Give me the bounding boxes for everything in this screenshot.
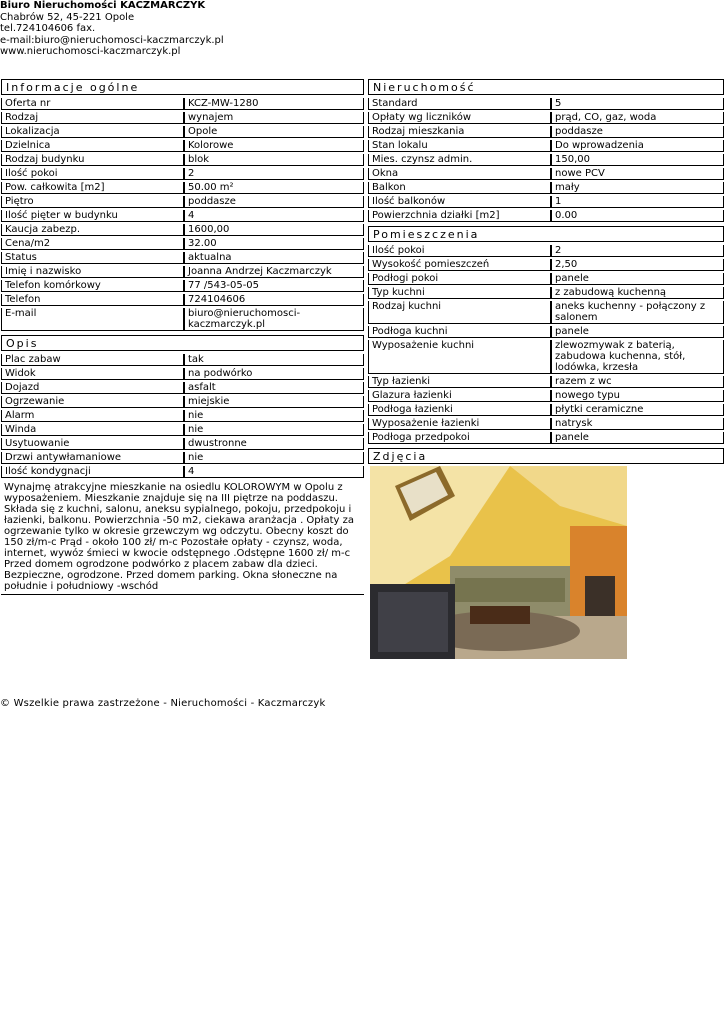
rooms-label: Podłoga kuchni [368, 326, 551, 338]
section-opis-title: Opis [1, 335, 364, 351]
property-row [368, 196, 724, 208]
rooms-value: nowego typu [551, 390, 724, 402]
rooms-value: razem z wc [551, 376, 724, 388]
opis-table [1, 352, 364, 480]
section-rooms-title: Pomieszczenia [368, 226, 724, 242]
general-value: 2 [184, 168, 364, 180]
opis-label: Winda [1, 424, 184, 436]
rooms-row [368, 404, 724, 416]
opis-label: Plac zabaw [1, 354, 184, 366]
property-value: prąd, CO, gaz, woda [551, 112, 724, 124]
property-value: mały [551, 182, 724, 194]
general-value: Kolorowe [184, 140, 364, 152]
general-row [1, 126, 364, 138]
rooms-row [368, 273, 724, 285]
rooms-row [368, 390, 724, 402]
opis-label: Dojazd [1, 382, 184, 394]
property-value: 1 [551, 196, 724, 208]
rooms-row [368, 376, 724, 388]
general-row [1, 294, 364, 306]
rooms-value: panele [551, 326, 724, 338]
general-row [1, 168, 364, 180]
property-label: Powierzchnia działki [m2] [368, 210, 551, 222]
opis-row [1, 438, 364, 450]
opis-row [1, 368, 364, 380]
opis-row [1, 424, 364, 436]
rooms-value: z zabudową kuchenną [551, 287, 724, 299]
section-general-title: Informacje ogólne [1, 79, 364, 95]
rooms-label: Ilość pokoi [368, 245, 551, 257]
rooms-row [368, 432, 724, 444]
general-value: blok [184, 154, 364, 166]
rooms-row [368, 287, 724, 299]
general-row [1, 196, 364, 208]
opis-value: na podwórko [184, 368, 364, 380]
property-table [368, 96, 724, 224]
opis-label: Drzwi antywłamaniowe [1, 452, 184, 464]
general-label: Kaucja zabezp. [1, 224, 184, 236]
general-label: Piętro [1, 196, 184, 208]
rooms-label: Glazura łazienki [368, 390, 551, 402]
opis-row [1, 354, 364, 366]
general-label: Dzielnica [1, 140, 184, 152]
general-value: Joanna Andrzej Kaczmarczyk [184, 266, 364, 278]
apartment-photo[interactable] [370, 466, 627, 659]
general-value: 32.00 [184, 238, 364, 250]
general-row [1, 112, 364, 124]
property-row [368, 210, 724, 222]
rooms-row [368, 301, 724, 324]
rooms-value: płytki ceramiczne [551, 404, 724, 416]
property-value: 150,00 [551, 154, 724, 166]
left-column [1, 79, 364, 595]
property-value: Do wprowadzenia [551, 140, 724, 152]
rooms-row [368, 245, 724, 257]
general-value: 1600,00 [184, 224, 364, 236]
general-value: poddasze [184, 196, 364, 208]
opis-value: nie [184, 410, 364, 422]
general-row [1, 210, 364, 222]
opis-label: Ogrzewanie [1, 396, 184, 408]
opis-label: Ilość kondygnacji [1, 466, 184, 478]
opis-row [1, 396, 364, 408]
rooms-value: 2 [551, 245, 724, 257]
opis-value: miejskie [184, 396, 364, 408]
opis-row [1, 452, 364, 464]
rooms-row [368, 326, 724, 338]
rooms-row [368, 340, 724, 374]
general-label: Lokalizacja [1, 126, 184, 138]
property-value: nowe PCV [551, 168, 724, 180]
property-label: Stan lokalu [368, 140, 551, 152]
general-label: Ilość pokoi [1, 168, 184, 180]
opis-value: tak [184, 354, 364, 366]
opis-value: dwustronne [184, 438, 364, 450]
rooms-value: panele [551, 273, 724, 285]
general-label: Imię i nazwisko [1, 266, 184, 278]
rooms-value: 2,50 [551, 259, 724, 271]
opis-row [1, 466, 364, 478]
general-label: Cena/m2 [1, 238, 184, 250]
rooms-label: Typ kuchni [368, 287, 551, 299]
property-label: Ilość balkonów [368, 196, 551, 208]
general-row [1, 280, 364, 292]
general-label: E-mail [1, 308, 184, 331]
property-row [368, 182, 724, 194]
rooms-value: zlewozmywak z baterią, zabudowa kuchenna, stół, lodówka, krzesła [551, 340, 724, 374]
general-value: 50.00 m² [184, 182, 364, 194]
property-row [368, 140, 724, 152]
general-label: Telefon komórkowy [1, 280, 184, 292]
apartment-photo-image [370, 466, 627, 659]
property-row [368, 98, 724, 110]
opis-value: asfalt [184, 382, 364, 394]
property-row [368, 112, 724, 124]
opis-label: Usytuowanie [1, 438, 184, 450]
property-value: poddasze [551, 126, 724, 138]
opis-value: 4 [184, 466, 364, 478]
property-value: 5 [551, 98, 724, 110]
section-property-title: Nieruchomość [368, 79, 724, 95]
company-address: Chabrów 52, 45-221 Opole [0, 11, 135, 23]
general-label: Telefon [1, 294, 184, 306]
rooms-row [368, 418, 724, 430]
footer-copyright: © Wszelkie prawa zastrzeżone - Nieruchomości - Kaczmarczyk [0, 698, 326, 709]
company-website[interactable]: www.nieruchomosci-kaczmarczyk.pl [0, 46, 181, 57]
general-label: Pow. całkowita [m2] [1, 182, 184, 194]
rooms-label: Wysokość pomieszczeń [368, 259, 551, 271]
general-value: wynajem [184, 112, 364, 124]
general-value: 724104606 [184, 294, 364, 306]
general-value: biuro@nieruchomosci-kaczmarczyk.pl [184, 308, 364, 331]
rooms-label: Rodzaj kuchni [368, 301, 551, 324]
company-phone: tel.724104606 fax. [0, 23, 96, 34]
general-row [1, 140, 364, 152]
general-row [1, 154, 364, 166]
general-row [1, 238, 364, 250]
property-label: Opłaty wg liczników [368, 112, 551, 124]
description-text: Wynajmę atrakcyjne mieszkanie na osiedlu KOLOROWYM w Opolu z wyposażeniem. Mieszkanie znajduje się na III piętrze na poddaszu. Składa się z kuchni, salonu, aneksu sypialnego, pokoju, przedpokoju i łazienki, balkonu. Powierzchnia -50 m2, ciekawa aranżacja . Opłaty za ogrzewanie tylko w okresie grzewczym wg odczytu. Obecny koszt do 150 zł/m-c Prąd - około 100 zł/ m-c Pozostałe opłaty - czynsz, woda, internet, wywóz śmieci w kwocie odstępnego .Odstępne 1600 zł/ m-c Przed domem ogrodzone podwórko z placem zabaw dla dzieci. Bezpieczne, ogrodzone. Przed domem parking. Okna słoneczne na południe i południowy -wschód [1, 480, 364, 595]
property-label: Mies. czynsz admin. [368, 154, 551, 166]
rooms-label: Podłogi pokoi [368, 273, 551, 285]
opis-value: nie [184, 424, 364, 436]
opis-label: Widok [1, 368, 184, 380]
property-row [368, 168, 724, 180]
company-email[interactable]: e-mail:biuro@nieruchomosci-kaczmarczyk.pl [0, 34, 224, 46]
rooms-label: Wyposażenie kuchni [368, 340, 551, 374]
rooms-label: Podłoga przedpokoi [368, 432, 551, 444]
general-label: Status [1, 252, 184, 264]
property-value: 0.00 [551, 210, 724, 222]
opis-value: nie [184, 452, 364, 464]
general-row [1, 182, 364, 194]
property-row [368, 126, 724, 138]
property-label: Okna [368, 168, 551, 180]
rooms-label: Wyposażenie łazienki [368, 418, 551, 430]
general-row [1, 266, 364, 278]
general-row [1, 308, 364, 331]
rooms-label: Typ łazienki [368, 376, 551, 388]
general-value: Opole [184, 126, 364, 138]
general-label: Oferta nr [1, 98, 184, 110]
property-row [368, 154, 724, 166]
company-name: Biuro Nieruchomości KACZMARCZYK [0, 0, 206, 11]
section-photos-title: Zdjęcia [368, 448, 724, 464]
property-label: Rodzaj mieszkania [368, 126, 551, 138]
general-value: 77 /543-05-05 [184, 280, 364, 292]
general-value: KCZ-MW-1280 [184, 98, 364, 110]
rooms-label: Podłoga łazienki [368, 404, 551, 416]
general-row [1, 252, 364, 264]
general-value: 4 [184, 210, 364, 222]
opis-label: Alarm [1, 410, 184, 422]
right-column [368, 79, 724, 659]
opis-row [1, 382, 364, 394]
opis-row [1, 410, 364, 422]
property-label: Standard [368, 98, 551, 110]
rooms-row [368, 259, 724, 271]
header [0, 0, 224, 58]
general-label: Ilość pięter w budynku [1, 210, 184, 222]
general-label: Rodzaj budynku [1, 154, 184, 166]
general-label: Rodzaj [1, 112, 184, 124]
general-row [1, 224, 364, 236]
general-row [1, 98, 364, 110]
general-table [1, 96, 364, 333]
property-label: Balkon [368, 182, 551, 194]
rooms-value: panele [551, 432, 724, 444]
rooms-table [368, 243, 724, 446]
rooms-value: natrysk [551, 418, 724, 430]
rooms-value: aneks kuchenny - połączony z salonem [551, 301, 724, 324]
general-value: aktualna [184, 252, 364, 264]
